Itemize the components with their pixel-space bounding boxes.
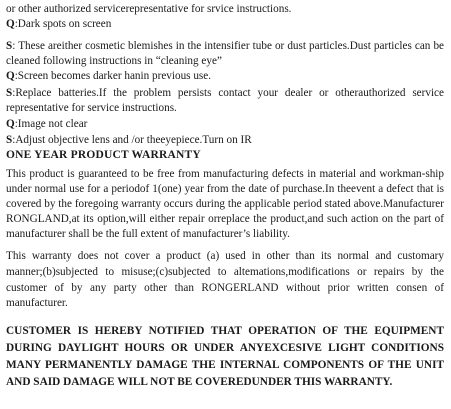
- faq-question-2: [6, 69, 444, 84]
- faq-solution-3-line-1: [6, 133, 444, 148]
- customer-notice-line: MANY PERMANENTLY DAMAGE THE INTERNAL COMPONENTS OF THE UNIT: [6, 359, 444, 371]
- warranty-paragraph-2-line: customer of by any party other than RONGERLAND without prior written consen of: [6, 282, 444, 294]
- intro-text: or other authorized servicerepresentative for srvice instructions.: [6, 3, 292, 15]
- customer-notice-line: AND SAID DAMAGE WILL NOT BE COVEREDUNDER THIS WARRANTY.: [6, 376, 393, 388]
- warranty-paragraph-1-line: under normal use for a periodof 1(one) year from the date of purchase.In theevent a defect that is: [6, 183, 444, 195]
- solution-text: representative for service instructions.: [6, 102, 177, 114]
- faq-solution-2-line-2: [6, 101, 444, 116]
- faq-solution-1-line-2: [6, 54, 444, 69]
- question-text: :Screen becomes darker hanin previous use.: [14, 70, 212, 82]
- faq-solution-1-line-1: [6, 39, 444, 54]
- solution-label: S: [6, 40, 13, 52]
- warranty-heading: ONE YEAR PRODUCT WARRANTY: [6, 149, 201, 161]
- warranty-paragraph-2-line: This warranty does not cover a product (a) used in other than its normal and customary: [6, 250, 444, 262]
- question-text: :Dark spots on screen: [14, 18, 112, 30]
- faq-solution-2-line-1: [6, 86, 444, 101]
- warranty-paragraph-1-line: manufacturer shall be the full extent of manufacturer’s liability.: [6, 228, 290, 240]
- customer-notice-line: CUSTOMER IS HEREBY NOTIFIED THAT OPERATION OF THE EQUIPMENT: [6, 325, 444, 337]
- question-label: Q: [6, 118, 15, 130]
- solution-text: cleaned following instructions in “cleaning eye”: [6, 55, 222, 67]
- question-label: Q: [6, 70, 15, 82]
- faq-question-3: [6, 117, 444, 132]
- faq-question-1: [6, 17, 444, 32]
- solution-label: S: [6, 134, 13, 146]
- solution-text: :Adjust objective lens and /or theeyepiece.Turn on IR: [12, 134, 252, 146]
- customer-notice-line: DURING DAYLIGHT HOURS OR UNDER ANYEXCESIVE LIGHT CONDITIONS: [6, 342, 444, 354]
- solution-text: :Replace batteries.If the problem persists contact your dealer or otherauthorized service: [12, 87, 444, 99]
- warranty-paragraph-2-line: manufacturer.: [6, 297, 68, 309]
- warranty-paragraph-1-line: This product is guaranteed to be free from manufacturing defects in material and workman-ship: [6, 168, 444, 180]
- solution-text: : These areither cosmetic blemishes in the intensifier tube or dust particles.Dust particles can be: [12, 40, 444, 52]
- warranty-paragraph-1-line: covered by the foregoing warranty occurs during the applicable period stated above.Manufacturer: [6, 198, 444, 210]
- warranty-paragraph-1-line: RONGLAND,at its option,will either repair orreplace the product,and such action on the part of: [6, 213, 444, 225]
- warranty-paragraph-2-line: manner;(b)subjected to misuse;(c)subjected to altemations,modifications or repairs by the: [6, 266, 444, 278]
- question-text: :Image not clear: [14, 118, 88, 130]
- intro-line: [6, 2, 444, 17]
- question-label: Q: [6, 18, 15, 30]
- solution-label: S: [6, 87, 13, 99]
